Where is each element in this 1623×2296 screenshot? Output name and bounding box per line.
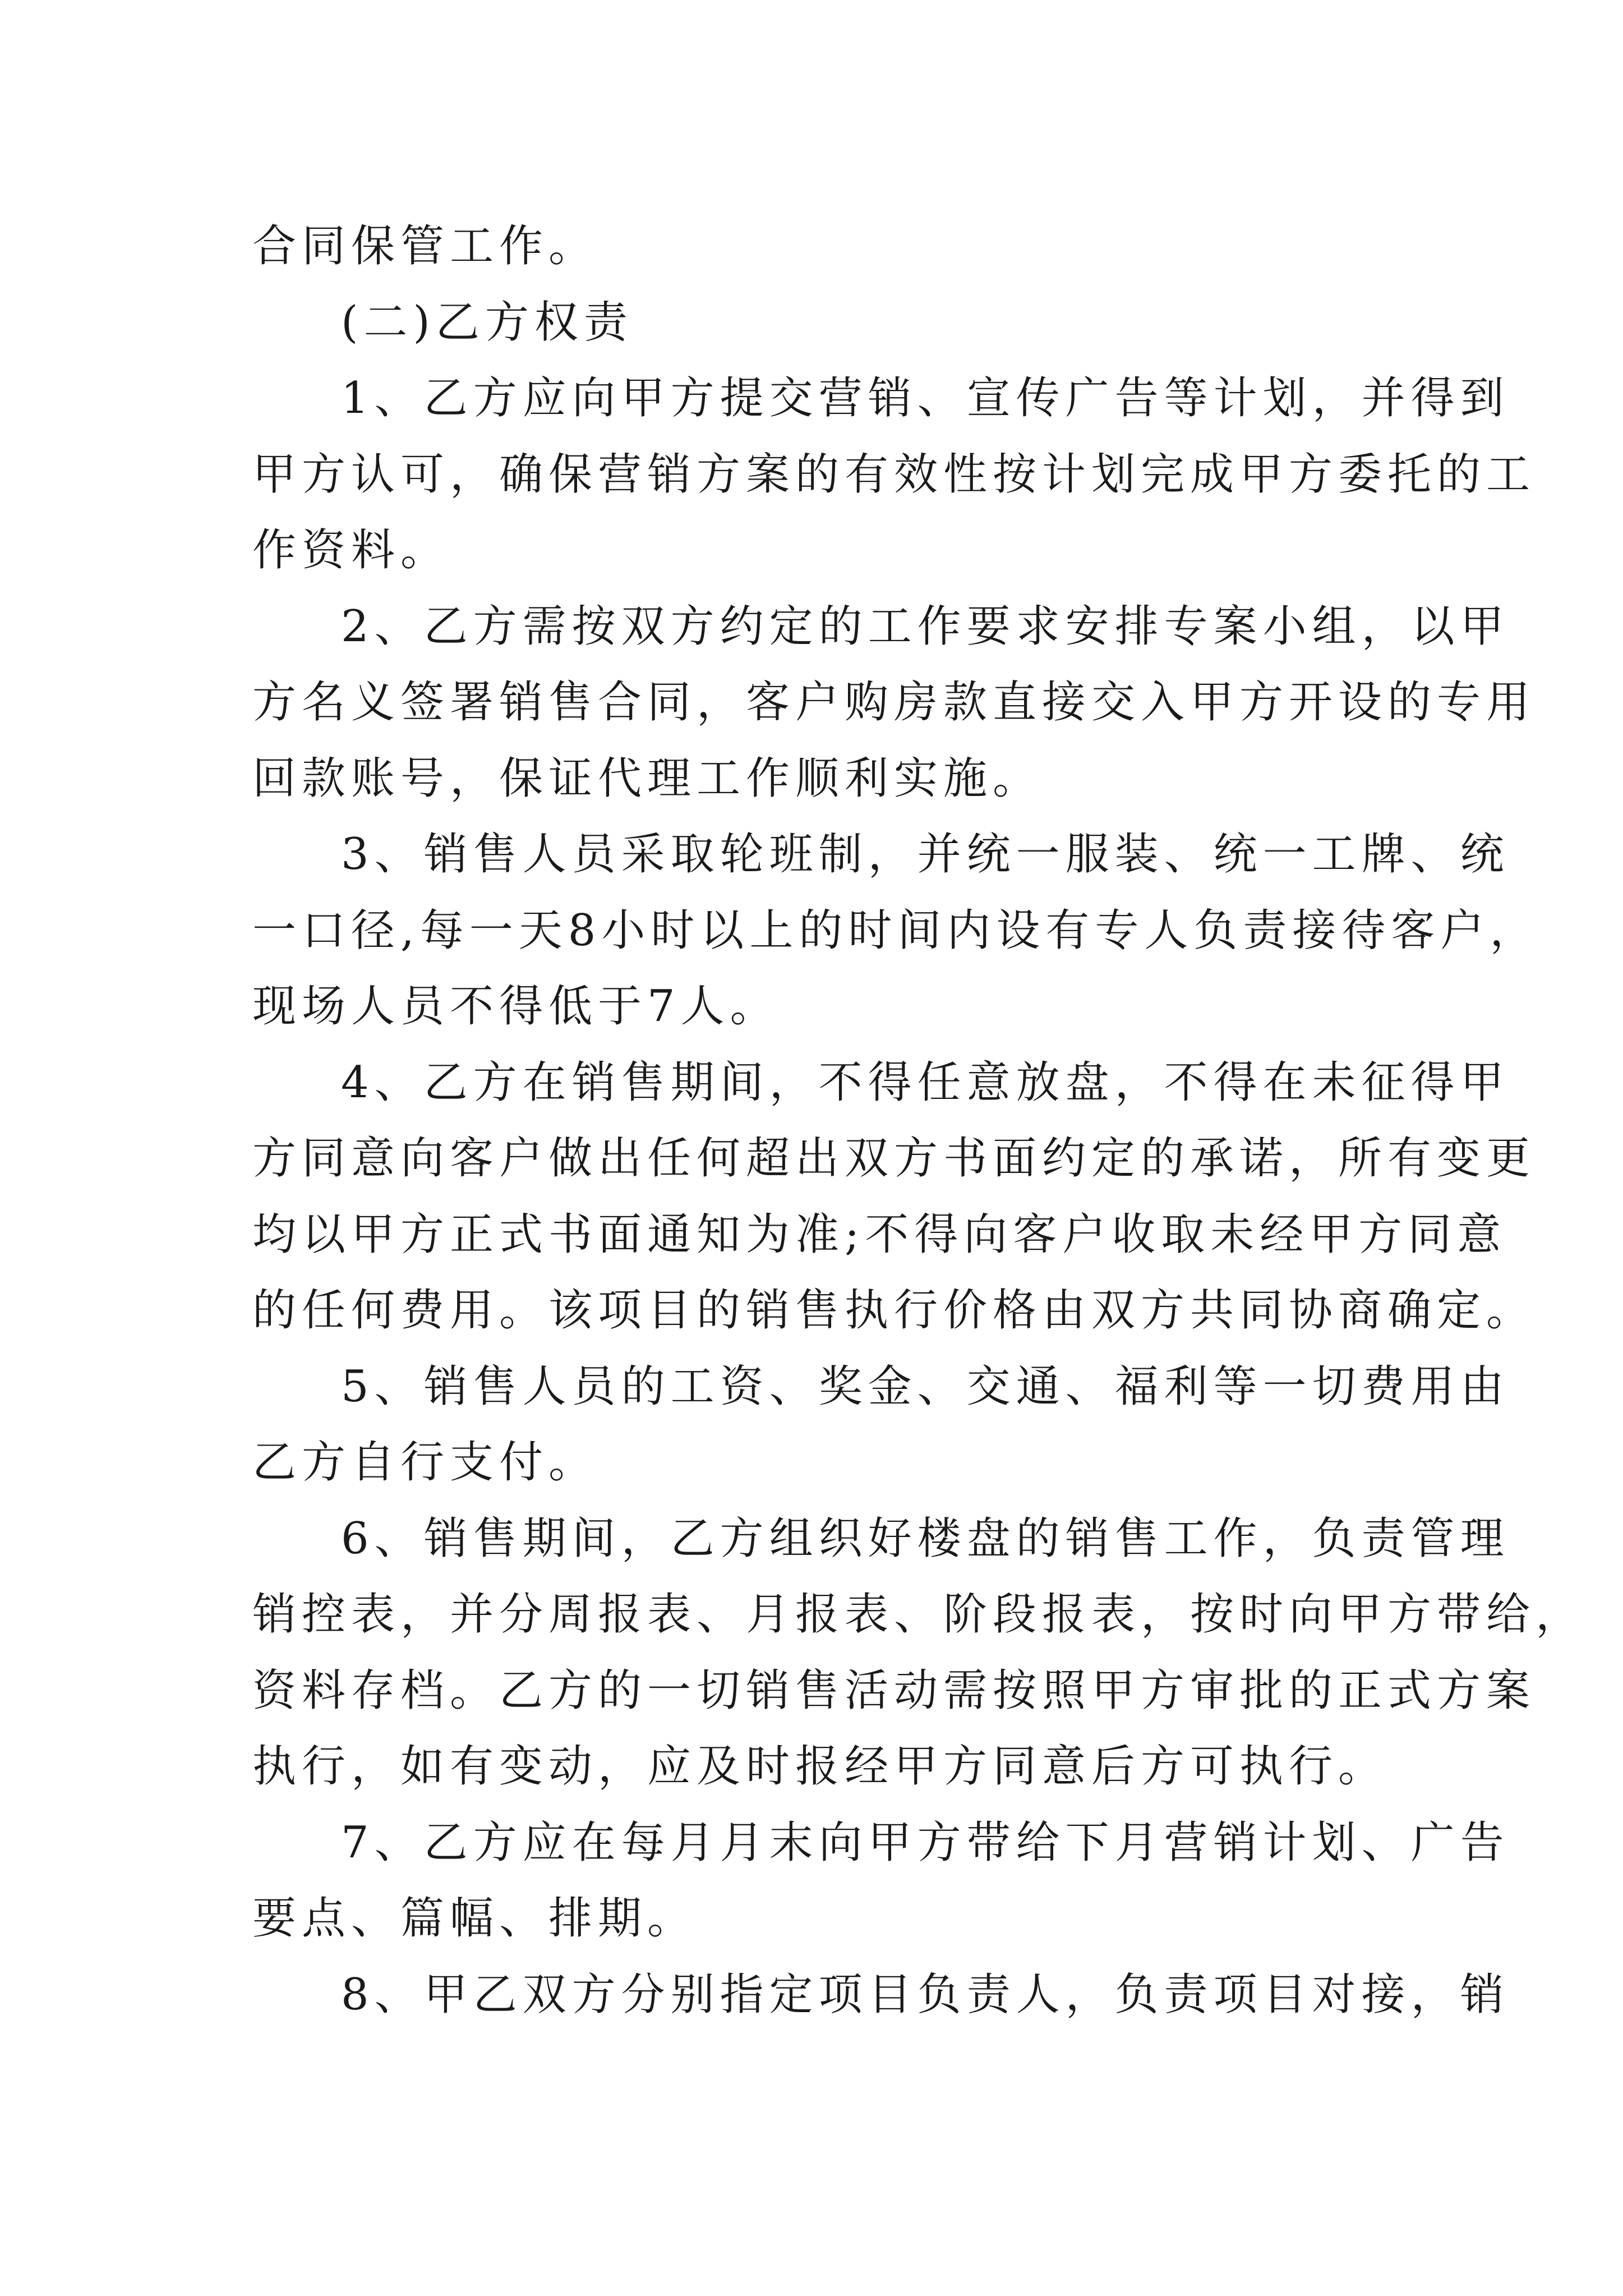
paragraph-line: 现场人员不得低于7人。: [252, 981, 780, 1032]
paragraph-line: 7、乙方应在每月月末向甲方带给下月营销计划、广告: [341, 1817, 1510, 1868]
paragraph-line: 执行，如有变动，应及时报经甲方同意后方可执行。: [252, 1741, 1388, 1792]
paragraph-line: 1、乙方应向甲方提交营销、宣传广告等计划，并得到: [341, 373, 1510, 424]
paragraph-line: 8、甲乙双方分别指定项目负责人，负责项目对接，销: [341, 1969, 1510, 2020]
paragraph-line: 2、乙方需按双方约定的工作要求安排专案小组，以甲: [341, 601, 1510, 652]
document-body: [252, 209, 1585, 2033]
paragraph-line: 一口径,每一天8小时以上的时间内设有专人负责接待客户，: [252, 905, 1539, 956]
paragraph-line: 3、销售人员采取轮班制，并统一服装、统一工牌、统: [341, 829, 1510, 880]
paragraph-line: 均以甲方正式书面通知为准;不得向客户收取未经甲方同意: [252, 1209, 1507, 1260]
paragraph-line: 作资料。: [252, 525, 450, 576]
paragraph-line: 乙方自行支付。: [252, 1437, 598, 1488]
paragraph-line: 4、乙方在销售期间，不得任意放盘，不得在未征得甲: [341, 1057, 1510, 1108]
paragraph-line: 合同保管工作。: [252, 221, 598, 272]
paragraph-line: 方名义签署销售合同，客户购房款直接交入甲方开设的专用: [252, 677, 1536, 728]
paragraph-line: 6、销售期间，乙方组织好楼盘的销售工作，负责管理: [341, 1513, 1510, 1564]
paragraph-line: 回款账号，保证代理工作顺利实施。: [252, 753, 1043, 804]
paragraph-line: 资料存档。乙方的一切销售活动需按照甲方审批的正式方案: [252, 1665, 1536, 1716]
paragraph-line: 要点、篇幅、排期。: [252, 1893, 697, 1944]
paragraph-line: 的任何费用。该项目的销售执行价格由双方共同协商确定。: [252, 1285, 1536, 1336]
paragraph-line: 销控表，并分周报表、月报表、阶段报表，按时向甲方带给，: [252, 1589, 1585, 1640]
paragraph-line: 方同意向客户做出任何超出双方书面约定的承诺，所有变更: [252, 1133, 1536, 1184]
paragraph-line: 5、销售人员的工资、奖金、交通、福利等一切费用由: [341, 1361, 1510, 1412]
section-heading: (二)乙方权责: [341, 297, 633, 348]
paragraph-line: 甲方认可，确保营销方案的有效性按计划完成甲方委托的工: [252, 449, 1536, 500]
